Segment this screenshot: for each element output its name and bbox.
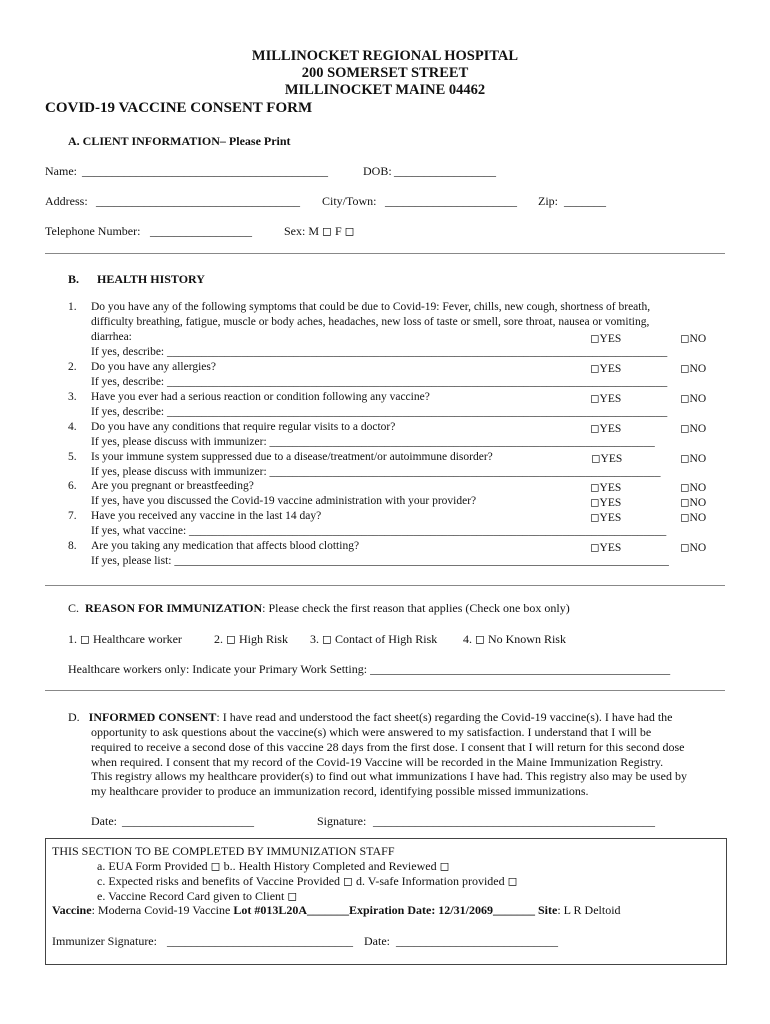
q6-yes-checkbox[interactable]: ◻YES	[590, 482, 622, 494]
section-d-letter: D.	[68, 710, 80, 724]
address-field[interactable]: __________________________________	[96, 194, 300, 208]
form-title: COVID-19 VACCINE CONSENT FORM	[45, 100, 313, 116]
hospital-name: MILLINOCKET REGIONAL HOSPITAL	[251, 48, 519, 64]
q7-text: Have you received any vaccine in the last 14 day?	[91, 510, 322, 522]
q5-no-checkbox[interactable]: ◻NO	[680, 453, 707, 465]
section-d-heading: INFORMED CONSENT	[88, 710, 217, 724]
q6b-no-checkbox[interactable]: ◻NO	[680, 497, 707, 509]
q6-number: 6.	[68, 480, 77, 492]
q6-text: Are you pregnant or breastfeeding?	[91, 480, 254, 492]
immunizer-signature-field[interactable]: _______________________________	[167, 934, 353, 948]
divider-a	[45, 253, 725, 254]
q1-no-checkbox[interactable]: ◻NO	[680, 333, 707, 345]
consent-text-2: opportunity to ask questions about the vaccine(s) which were answered to my satisfaction. I understand that I will be	[91, 725, 652, 739]
q5-text: Is your immune system suppressed due to a disease/treatment/or autoimmune disorder?	[91, 451, 493, 463]
vaccine-label: Vaccine	[52, 903, 92, 917]
q7-yes-checkbox[interactable]: ◻YES	[590, 512, 622, 524]
immunizer-date-label: Date:	[364, 934, 390, 948]
q4-number: 4.	[68, 421, 77, 433]
zip-label: Zip:	[538, 194, 558, 208]
hospital-street: 200 SOMERSET STREET	[301, 65, 469, 81]
phone-field[interactable]: _________________	[150, 224, 252, 238]
reason-high-risk[interactable]: 2. ◻ High Risk	[214, 632, 288, 646]
q5-followup[interactable]: If yes, please discuss with immunizer: ____________________________________________________________________	[91, 466, 661, 478]
site-label: Site	[534, 903, 558, 917]
staff-checklist-cd[interactable]: c. Expected risks and benefits of Vaccine Provided ◻ d. V-safe Information provided ◻	[97, 874, 518, 888]
q2-no-checkbox[interactable]: ◻NO	[680, 363, 707, 375]
q7-no-checkbox[interactable]: ◻NO	[680, 512, 707, 524]
section-a-title: A. CLIENT INFORMATION– Please Print	[68, 134, 291, 148]
reason-contact-high-risk[interactable]: 3. ◻ Contact of High Risk	[310, 632, 438, 646]
q1-number: 1.	[68, 301, 77, 313]
staff-checklist-e[interactable]: e. Vaccine Record Card given to Client ◻	[97, 889, 298, 903]
lot-expiration[interactable]: Lot #013L20A_______Expiration Date: 12/31/2069_______	[233, 903, 535, 917]
consent-text-3: required to receive a second dose of this vaccine 28 days from the first dose. I consent that I will return for this second dose	[91, 740, 685, 754]
q3-yes-checkbox[interactable]: ◻YES	[590, 393, 622, 405]
consent-signature-label: Signature:	[317, 814, 367, 828]
q4-followup[interactable]: If yes, please discuss with immunizer: ___________________________________________________________________	[91, 436, 655, 448]
q2-number: 2.	[68, 361, 77, 373]
consent-line1	[68, 710, 673, 725]
q1-yes-checkbox[interactable]: ◻YES	[590, 333, 622, 345]
q5-number: 5.	[68, 451, 77, 463]
city-label: City/Town:	[322, 194, 377, 208]
q3-text: Have you ever had a serious reaction or condition following any vaccine?	[91, 391, 430, 403]
name-label: Name:	[45, 164, 77, 178]
q6-no-checkbox[interactable]: ◻NO	[680, 482, 707, 494]
section-b-title: HEALTH HISTORY	[97, 272, 205, 286]
q2-yes-checkbox[interactable]: ◻YES	[590, 363, 622, 375]
q2-text: Do you have any allergies?	[91, 361, 216, 373]
hospital-city: MILLINOCKET MAINE 04462	[284, 82, 486, 98]
consent-text-6: my healthcare provider to produce an immunization record, identifying possible missed immunizations.	[91, 784, 589, 798]
immunizer-signature-label: Immunizer Signature:	[52, 934, 157, 948]
vaccine-value: : Moderna Covid-19 Vaccine	[91, 903, 234, 917]
q6b-yes-checkbox[interactable]: ◻YES	[590, 497, 622, 509]
city-field[interactable]: ______________________	[385, 194, 517, 208]
zip-field[interactable]: _______	[564, 194, 606, 208]
consent-text-1: : I have read and understood the fact sheet(s) regarding the Covid-19 vaccine(s). I have had the	[216, 710, 673, 724]
q2-followup[interactable]: If yes, describe: _______________________________________________________________________________________	[91, 376, 668, 388]
address-label: Address:	[45, 194, 88, 208]
q4-no-checkbox[interactable]: ◻NO	[680, 423, 707, 435]
name-field[interactable]: _________________________________________	[82, 164, 328, 178]
section-c-instructions: : Please check the first reason that applies (Check one box only)	[262, 601, 570, 615]
reason-healthcare-worker[interactable]: 1. ◻ Healthcare worker	[68, 632, 182, 646]
sex-checkboxes[interactable]: Sex: M ◻ F ◻	[284, 224, 355, 238]
consent-text-5: This registry allows my healthcare provider(s) to find out what immunizations I have had. This registry also may be used by	[91, 769, 687, 783]
consent-date-field[interactable]: ______________________	[122, 814, 254, 828]
section-c-title	[68, 601, 570, 616]
q7-number: 7.	[68, 510, 77, 522]
q8-number: 8.	[68, 540, 77, 552]
dob-label: DOB:	[363, 164, 392, 178]
consent-date-label: Date:	[91, 814, 117, 828]
section-c-heading: REASON FOR IMMUNIZATION	[85, 601, 263, 615]
staff-section-title: THIS SECTION TO BE COMPLETED BY IMMUNIZATION STAFF	[52, 844, 395, 858]
section-c-letter: C.	[68, 601, 80, 615]
q3-followup[interactable]: If yes, describe: _______________________________________________________________________________________	[91, 406, 668, 418]
dob-field[interactable]: _________________	[394, 164, 496, 178]
q4-yes-checkbox[interactable]: ◻YES	[590, 423, 622, 435]
q3-no-checkbox[interactable]: ◻NO	[680, 393, 707, 405]
staff-checklist-ab[interactable]: a. EUA Form Provided ◻ b.. Health History Completed and Reviewed ◻	[97, 859, 450, 873]
consent-text-4: when required. I consent that my record of the Covid-19 Vaccine will be recorded in the Maine Immunization Registry.	[91, 755, 664, 769]
q8-no-checkbox[interactable]: ◻NO	[680, 542, 707, 554]
q3-number: 3.	[68, 391, 77, 403]
q1-followup[interactable]: If yes, describe: _______________________________________________________________________________________	[91, 346, 668, 358]
q4-text: Do you have any conditions that require regular visits to a doctor?	[91, 421, 396, 433]
q5-yes-checkbox[interactable]: ◻YES	[591, 453, 623, 465]
q1-text-line3: diarrhea:	[91, 331, 132, 343]
section-b-letter: B.	[68, 272, 80, 286]
q1-text-line1: Do you have any of the following symptoms that could be due to Covid-19: Fever, chills, new cough, shortness of breath,	[91, 301, 651, 313]
q1-text-line2: difficulty breathing, fatigue, muscle or body aches, headaches, new loss of taste or smell, sore throat, nausea or vomiting,	[91, 316, 650, 328]
phone-label: Telephone Number:	[45, 224, 141, 238]
q6b-text: If yes, have you discussed the Covid-19 vaccine administration with your provider?	[91, 495, 477, 507]
vaccine-info-line	[52, 903, 621, 918]
q8-text: Are you taking any medication that affects blood clotting?	[91, 540, 360, 552]
consent-signature-field[interactable]: _______________________________________________	[373, 814, 655, 828]
q8-yes-checkbox[interactable]: ◻YES	[590, 542, 622, 554]
q7-followup[interactable]: If yes, what vaccine: ___________________________________________________________________________________	[91, 525, 667, 537]
divider-c	[45, 690, 725, 691]
site-value[interactable]: : L R Deltoid	[557, 903, 621, 917]
immunizer-date-field[interactable]: ___________________________	[396, 934, 558, 948]
reason-no-known-risk[interactable]: 4. ◻ No Known Risk	[463, 632, 566, 646]
divider-b	[45, 585, 725, 586]
q8-followup[interactable]: If yes, please list: ______________________________________________________________________________________	[91, 555, 669, 567]
work-setting-field[interactable]: Healthcare workers only: Indicate your Primary Work Setting: __________________________________________________	[68, 662, 671, 676]
